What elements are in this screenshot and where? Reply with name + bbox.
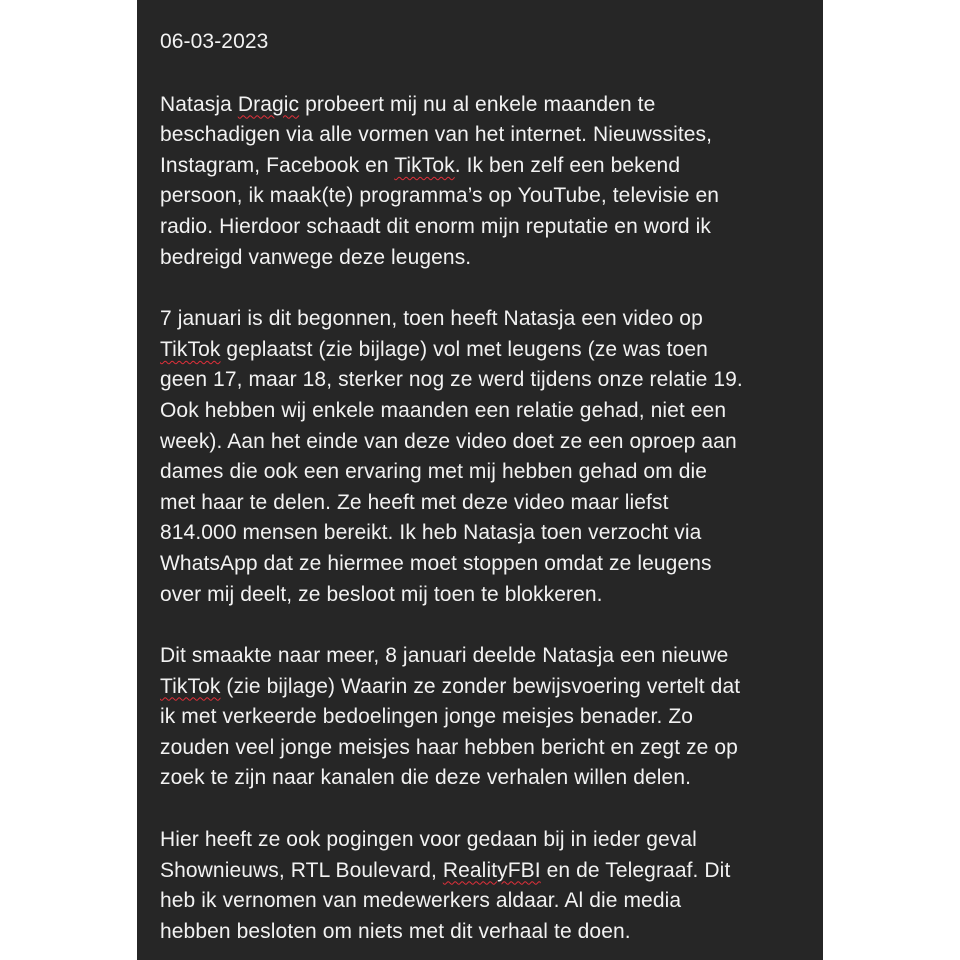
text-segment: (zie bijlage) Waarin ze zonder bewijsvoering vertelt dat (220, 674, 741, 698)
text-segment: Natasja (160, 92, 238, 116)
text-segment: dames die ook een ervaring met mij hebben gehad om die (160, 460, 708, 484)
text-segment: Instagram, Facebook en (160, 153, 395, 177)
text-line (160, 825, 810, 856)
text-line (160, 886, 810, 917)
text-line (160, 90, 810, 121)
text-segment: . Ik ben zelf een bekend (454, 153, 681, 177)
paragraph-1 (160, 90, 810, 274)
text-segment: heb ik vernomen van medewerkers aldaar. Al die media (160, 889, 682, 913)
text-segment: ik met verkeerde bedoelingen jonge meisjes benader. Zo (160, 705, 694, 729)
text-line (160, 580, 810, 611)
text-segment: geplaatst (zie bijlage) vol met leugens (ze was toen (220, 337, 708, 361)
text-segment: beschadigen via alle vormen van het internet. Nieuwssites, (160, 123, 713, 147)
paragraph-3 (160, 641, 810, 794)
text-line (160, 518, 810, 549)
document-body (160, 27, 810, 960)
text-line (160, 733, 810, 764)
text-line (160, 672, 810, 703)
spellcheck-flagged-word: TikTok (160, 337, 221, 361)
text-line (160, 304, 810, 335)
text-line (160, 763, 810, 794)
text-line (160, 365, 810, 396)
text-segment: probeert mij nu al enkele maanden te (299, 92, 656, 116)
paragraph-2 (160, 304, 810, 610)
text-segment: zoek te zijn naar kanalen die deze verhalen willen delen. (160, 766, 692, 790)
document-page (137, 0, 823, 960)
text-segment: geen 17, maar 18, sterker nog ze werd tijdens onze relatie 19. (160, 368, 743, 392)
text-segment: zouden veel jonge meisjes haar hebben bericht en zegt ze op (160, 735, 738, 759)
text-segment: radio. Hierdoor schaadt dit enorm mijn reputatie en word ik (160, 214, 711, 238)
text-line (160, 702, 810, 733)
text-line (160, 457, 810, 488)
spellcheck-flagged-word: TikTok (160, 674, 221, 698)
text-line (160, 212, 810, 243)
text-segment: Dit smaakte naar meer, 8 januari deelde Natasja een nieuwe (160, 644, 729, 668)
text-segment: week). Aan het einde van deze video doet ze een oproep aan (160, 429, 737, 453)
text-line (160, 549, 810, 580)
text-line (160, 427, 810, 458)
spellcheck-flagged-word: TikTok (394, 153, 455, 177)
text-line (160, 120, 810, 151)
text-line (160, 243, 810, 274)
text-segment: Ook hebben wij enkele maanden een relatie gehad, niet een (160, 398, 727, 422)
text-segment: 814.000 mensen bereikt. Ik heb Natasja toen verzocht via (160, 521, 702, 545)
text-line (160, 396, 810, 427)
text-line (160, 856, 810, 887)
text-line (160, 151, 810, 182)
text-segment: persoon, ik maak(te) programma’s op YouTube, televisie en (160, 184, 720, 208)
text-line (160, 335, 810, 366)
text-segment: bedreigd vanwege deze leugens. (160, 245, 472, 269)
text-segment: met haar te delen. Ze heeft met deze video maar liefst (160, 490, 669, 514)
text-segment: en de Telegraaf. Dit (540, 858, 731, 882)
document-date: 06-03-2023 (160, 30, 269, 53)
paragraph-4 (160, 825, 810, 947)
text-segment: hebben besloten om niets met dit verhaal te doen. (160, 919, 631, 943)
text-segment: WhatsApp dat ze hiermee moet stoppen omdat ze leugens (160, 551, 712, 575)
spellcheck-flagged-word: Dragic (237, 92, 300, 116)
text-line (160, 641, 810, 672)
text-segment: Shownieuws, RTL Boulevard, (160, 858, 443, 882)
text-line (160, 917, 810, 948)
text-segment: Hier heeft ze ook pogingen voor gedaan bij in ieder geval (160, 828, 697, 852)
text-segment: 7 januari is dit begonnen, toen heeft Natasja een video op (160, 307, 703, 331)
text-line (160, 181, 810, 212)
text-line (160, 488, 810, 519)
text-segment: over mij deelt, ze besloot mij toen te blokkeren. (160, 582, 603, 606)
spellcheck-flagged-word: RealityFBI (442, 858, 541, 882)
